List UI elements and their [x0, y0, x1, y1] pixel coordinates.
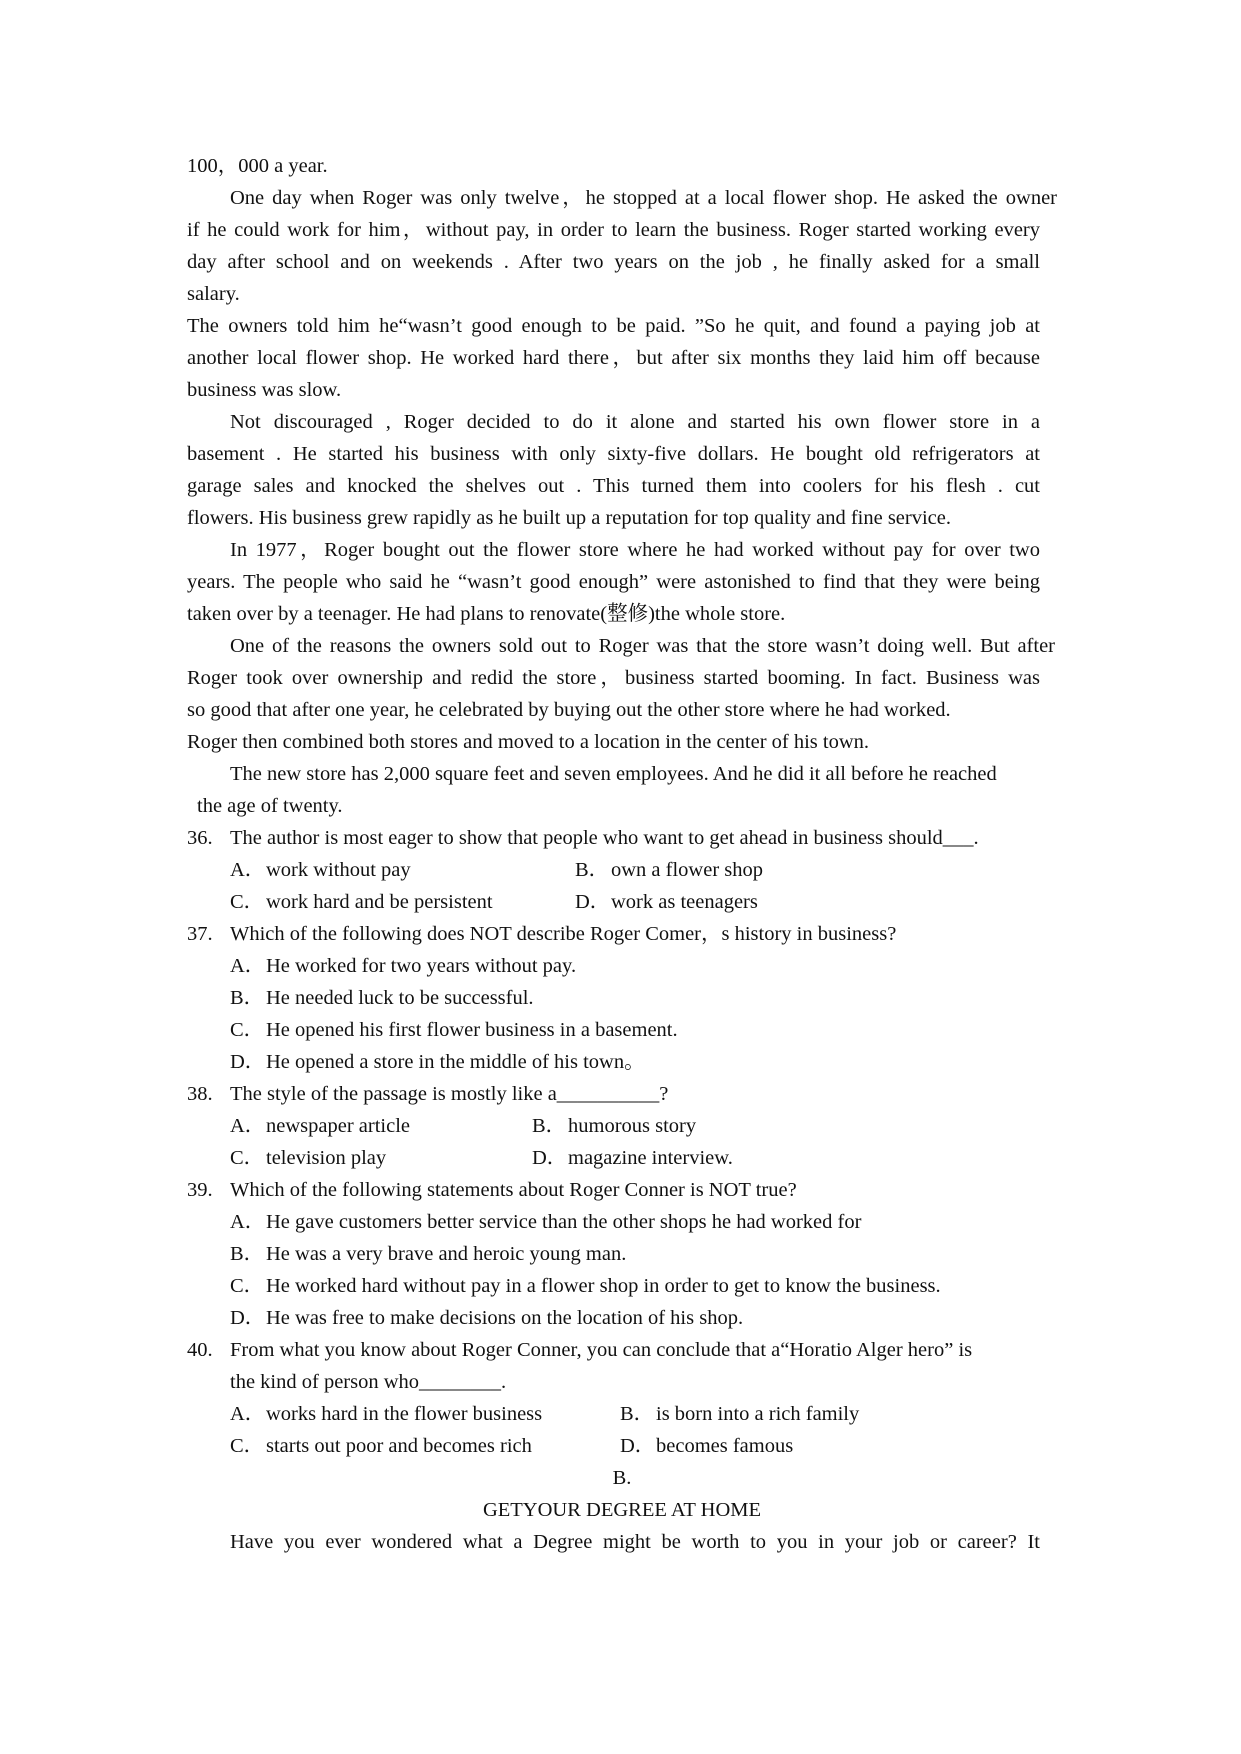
option-38-a[interactable]: [230, 1110, 530, 1142]
option-37-a[interactable]: [230, 950, 1100, 982]
option-text: He gave customers better service than the other shops he had worked for: [266, 1211, 862, 1233]
question-number: 37.: [187, 923, 213, 945]
option-37-c[interactable]: [230, 1014, 1100, 1046]
option-text: is born into a rich family: [656, 1403, 860, 1425]
option-text: work as teenagers: [611, 891, 758, 913]
passage-line: 100，000 a year.: [187, 155, 328, 177]
option-text: magazine interview.: [568, 1147, 733, 1169]
passage-line: another local flower shop. He worked hard there，but after six months they laid him off because: [187, 347, 1040, 369]
option-text: television play: [266, 1147, 387, 1169]
section-label: B.: [612, 1467, 632, 1489]
question-38: [187, 1078, 1057, 1110]
option-letter: A．: [230, 1403, 266, 1425]
option-40-c[interactable]: [230, 1430, 610, 1462]
passage-line: Roger took over ownership and redid the store，business started booming. In fact. Business was: [187, 667, 1040, 689]
question-stem: Which of the following statements about Roger Conner is NOT true?: [230, 1179, 797, 1201]
option-letter: C．: [230, 891, 265, 913]
option-40-b[interactable]: [620, 1398, 1000, 1430]
option-text: newspaper article: [266, 1115, 410, 1137]
option-text: humorous story: [568, 1115, 697, 1137]
option-39-b[interactable]: [230, 1238, 1100, 1270]
option-39-d[interactable]: [230, 1302, 1100, 1334]
passage-line: taken over by a teenager. He had plans to renovate(整修)the whole store.: [187, 603, 786, 625]
option-text: own a flower shop: [611, 859, 764, 881]
option-letter: D．: [620, 1435, 656, 1457]
passage-line: basement . He started his business with only sixty-five dollars. He bought old refrigerators at: [187, 443, 1040, 465]
option-letter: A．: [230, 1211, 266, 1233]
option-36-d[interactable]: [575, 886, 935, 918]
option-38-d[interactable]: [532, 1142, 832, 1174]
option-38-c[interactable]: [230, 1142, 530, 1174]
option-letter: A．: [230, 1115, 266, 1137]
option-letter: C．: [230, 1147, 265, 1169]
option-letter: C．: [230, 1019, 265, 1041]
passage-line: flowers. His business grew rapidly as he built up a reputation for top quality and fine service.: [187, 507, 952, 529]
passage-line: if he could work for him，without pay, in order to learn the business. Roger started working every: [187, 219, 1040, 241]
option-37-b[interactable]: [230, 982, 1100, 1014]
question-number: 39.: [187, 1179, 213, 1201]
option-text: work without pay: [266, 859, 411, 881]
option-39-a[interactable]: [230, 1206, 1100, 1238]
option-text: He opened his first flower business in a basement.: [266, 1019, 678, 1041]
option-text: starts out poor and becomes rich: [266, 1435, 532, 1457]
option-letter: B．: [575, 859, 610, 881]
option-text: He was a very brave and heroic young man.: [266, 1243, 627, 1265]
option-letter: A．: [230, 955, 266, 977]
question-number: 40.: [187, 1339, 213, 1361]
option-letter: B．: [620, 1403, 655, 1425]
passage-line: business was slow.: [187, 379, 342, 401]
option-letter: A．: [230, 859, 266, 881]
option-40-d[interactable]: [620, 1430, 1000, 1462]
question-stem: Which of the following does NOT describe Roger Comer，s history in business?: [230, 923, 897, 945]
question-stem: The author is most eager to show that people who want to get ahead in business should___.: [230, 827, 979, 849]
passage-line: Roger then combined both stores and moved to a location in the center of his town.: [187, 731, 870, 753]
option-letter: C．: [230, 1435, 265, 1457]
passage-line: The new store has 2,000 square feet and seven employees. And he did it all before he reached: [230, 763, 997, 785]
option-39-c[interactable]: [230, 1270, 1100, 1302]
question-stem: From what you know about Roger Conner, you can conclude that a“Horatio Alger hero” is: [230, 1339, 973, 1361]
question-number: 36.: [187, 827, 213, 849]
passage-line: so good that after one year, he celebrated by buying out the other store where he had worked.: [187, 699, 951, 721]
question-39: [187, 1174, 1057, 1206]
option-37-d[interactable]: [230, 1046, 1100, 1078]
passage-line: salary.: [187, 283, 240, 305]
option-36-c[interactable]: [230, 886, 570, 918]
passage-line: One of the reasons the owners sold out to Roger was that the store wasn’t doing well. But after: [230, 635, 1055, 657]
option-36-b[interactable]: [575, 854, 935, 886]
question-number: 38.: [187, 1083, 213, 1105]
question-stem-continued: the kind of person who________.: [230, 1371, 507, 1393]
passage-line: Not discouraged , Roger decided to do it alone and started his own flower store in a: [230, 411, 1040, 433]
option-text: He worked hard without pay in a flower shop in order to get to know the business.: [266, 1275, 941, 1297]
question-40: [187, 1334, 1057, 1366]
option-text: He worked for two years without pay.: [266, 955, 577, 977]
option-text: becomes famous: [656, 1435, 794, 1457]
passage-line: The owners told him he“wasn’t good enough to be paid. ”So he quit, and found a paying job at: [187, 315, 1040, 337]
option-letter: D．: [532, 1147, 568, 1169]
option-text: He opened a store in the middle of his town。: [266, 1051, 645, 1073]
option-letter: C．: [230, 1275, 265, 1297]
passage-line: years. The people who said he “wasn’t good enough” were astonished to find that they were being: [187, 571, 1040, 593]
option-38-b[interactable]: [532, 1110, 832, 1142]
passage-line: In 1977，Roger bought out the flower store where he had worked without pay for over two: [230, 539, 1040, 561]
option-letter: B．: [230, 987, 265, 1009]
passage-line: garage sales and knocked the shelves out . This turned them into coolers for his flesh . cut: [187, 475, 1040, 497]
question-stem: The style of the passage is mostly like a__________?: [230, 1083, 669, 1105]
option-text: He was free to make decisions on the location of his shop.: [266, 1307, 744, 1329]
passage-line: day after school and on weekends . After two years on the job , he finally asked for a small: [187, 251, 1040, 273]
option-letter: D．: [230, 1051, 266, 1073]
option-letter: D．: [575, 891, 611, 913]
option-text: work hard and be persistent: [266, 891, 493, 913]
passage-line: Have you ever wondered what a Degree might be worth to you in your job or career? It: [230, 1531, 1040, 1553]
option-letter: D．: [230, 1307, 266, 1329]
question-37: [187, 918, 1057, 950]
passage-line: the age of twenty.: [197, 795, 343, 817]
question-36: [187, 822, 1057, 854]
option-36-a[interactable]: [230, 854, 590, 886]
option-letter: B．: [230, 1243, 265, 1265]
option-text: works hard in the flower business: [266, 1403, 543, 1425]
section-title: GETYOUR DEGREE AT HOME: [482, 1499, 762, 1521]
option-letter: B．: [532, 1115, 567, 1137]
passage-line: One day when Roger was only twelve，he stopped at a local flower shop. He asked the owner: [230, 187, 1057, 209]
option-text: He needed luck to be successful.: [266, 987, 534, 1009]
option-40-a[interactable]: [230, 1398, 610, 1430]
